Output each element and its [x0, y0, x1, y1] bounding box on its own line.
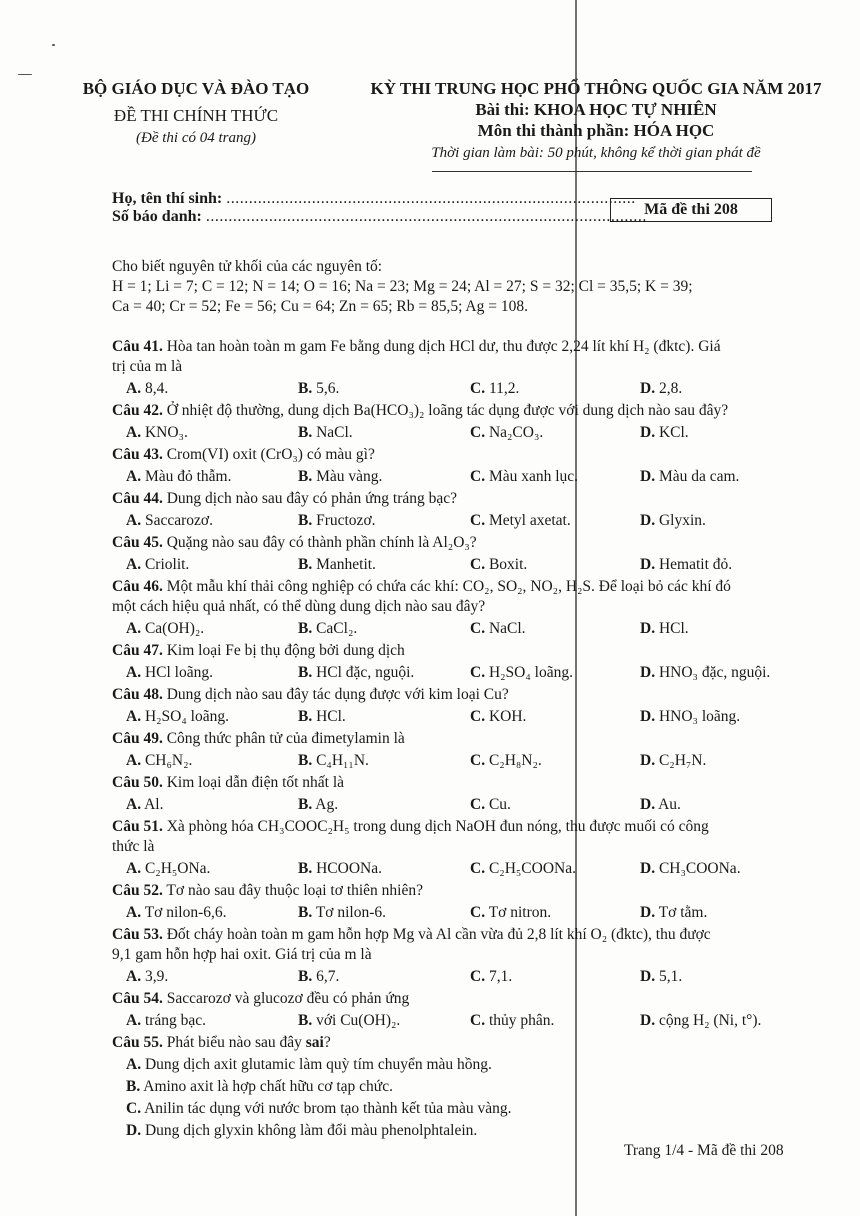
time-note: Thời gian làm bài: 50 phút, không kể thời gian phát đề [431, 145, 761, 161]
option-d: D. Dung dịch glyxin không làm đổi màu phenolphtalein. [126, 1122, 478, 1139]
question-54: Câu 54. Saccarozơ và glucozơ đều có phản ứng [112, 990, 410, 1007]
option-c: C. 11,2. [470, 380, 520, 397]
question-48: Câu 48. Dung dịch nào sau đây tác dụng được với kim loại Cu? [112, 686, 509, 703]
id-dots: .................................................................................................. [205, 208, 647, 225]
option-c: C. H₂SO₄ loãng. [470, 664, 573, 681]
option-b: B. CaCl₂. [298, 620, 358, 637]
option-b: B. HCl. [298, 708, 346, 725]
option-d: D. cộng H₂ (Ni, t°). [640, 1012, 762, 1029]
pages-note: (Đề thi có 04 trang) [136, 130, 256, 146]
option-b: B. 5,6. [298, 380, 340, 397]
name-dots: ........................................................................................... [226, 190, 636, 207]
option-c: C. NaCl. [470, 620, 526, 637]
student-name-row [112, 190, 636, 208]
option-a: A. Al. [126, 796, 164, 813]
option-d: D. Hematit đỏ. [640, 556, 733, 573]
option-a: A. 8,4. [126, 380, 169, 397]
option-b: B. Fructozơ. [298, 512, 376, 529]
time-underline [432, 171, 752, 172]
option-d: D. KCl. [640, 424, 689, 441]
option-a: A. CH₆N₂. [126, 752, 193, 769]
subject-group: Bài thi: KHOA HỌC TỰ NHIÊN [475, 100, 717, 119]
question-41-cont: trị của m là [112, 358, 183, 375]
option-b: B. HCl đặc, nguội. [298, 664, 415, 681]
option-a: A. H₂SO₄ loãng. [126, 708, 229, 725]
option-b: B. với Cu(OH)₂. [298, 1012, 401, 1029]
question-43: Câu 43. Crom(VI) oxit (CrO₃) có màu gì? [112, 446, 375, 463]
option-b: B. 6,7. [298, 968, 340, 985]
option-a: A. 3,9. [126, 968, 169, 985]
ministry-name: BỘ GIÁO DỤC VÀ ĐÀO TẠO [82, 79, 310, 98]
option-d: D. Au. [640, 796, 681, 813]
question-50: Câu 50. Kim loại dẫn điện tốt nhất là [112, 774, 345, 791]
option-a: A. Dung dịch axit glutamic làm quỳ tím chuyển màu hồng. [126, 1056, 492, 1073]
option-a: A. KNO₃. [126, 424, 188, 441]
scan-line [575, 0, 577, 1216]
option-d: D. CH₃COONa. [640, 860, 741, 877]
question-55: Câu 55. Phát biểu nào sau đây sai? [112, 1034, 331, 1051]
question-53-cont: 9,1 gam hỗn hợp hai oxit. Giá trị của m là [112, 946, 372, 963]
option-c: C. Tơ nitron. [470, 904, 552, 921]
option-c: C. Màu xanh lục. [470, 468, 579, 485]
question-number: Câu 41. [112, 338, 163, 355]
option-c: C. Boxit. [470, 556, 528, 573]
scan-speck [52, 44, 55, 46]
option-d: D. HCl. [640, 620, 689, 637]
option-d: D. Tơ tằm. [640, 904, 708, 921]
question-46: Câu 46. Một mẫu khí thải công nghiệp có chứa các khí: CO₂, SO₂, NO₂, H₂S. Để loại bỏ các khí đó [112, 578, 731, 595]
option-c: C. C₂H₈N₂. [470, 752, 542, 769]
option-a: A. Ca(OH)₂. [126, 620, 205, 637]
option-b: B. C₄H₁₁N. [298, 752, 369, 769]
option-c: C. Na₂CO₃. [470, 424, 544, 441]
question-53: Câu 53. Đốt cháy hoàn toàn m gam hỗn hợp Mg và Al cần vừa đủ 2,8 lít khí O₂ (đktc), thu được [112, 926, 711, 943]
option-d: D. HNO₃ loãng. [640, 708, 741, 725]
official-label: ĐỀ THI CHÍNH THỨC [113, 106, 279, 125]
exam-code-box: Mã đề thi 208 [610, 198, 772, 222]
option-d: D. 2,8. [640, 380, 683, 397]
option-c: C. Metyl axetat. [470, 512, 571, 529]
option-a: A. tráng bạc. [126, 1012, 207, 1029]
exam-title: KỲ THI TRUNG HỌC PHỔ THÔNG QUỐC GIA NĂM 2017 [370, 79, 822, 98]
option-a: A. Saccarozơ. [126, 512, 213, 529]
page-footer: Trang 1/4 - Mã đề thi 208 [624, 1142, 784, 1159]
atomic-line-1: H = 1; Li = 7; C = 12; N = 14; O = 16; Na = 23; Mg = 24; Al = 27; S = 32; Cl = 35,5; K = 39; [112, 278, 693, 295]
option-b: B. Ag. [298, 796, 339, 813]
option-a: A. Criolit. [126, 556, 190, 573]
option-c: C. 7,1. [470, 968, 513, 985]
option-c: C. Cu. [470, 796, 511, 813]
question-44: Câu 44. Dung dịch nào sau đây có phản ứng tráng bạc? [112, 490, 458, 507]
option-a: A. C₂H₅ONa. [126, 860, 211, 877]
question-51: Câu 51. Xà phòng hóa CH₃COOC₂H₅ trong dung dịch NaOH đun nóng, thu được muối có công [112, 818, 709, 835]
scan-speck [18, 74, 32, 75]
option-c: C. KOH. [470, 708, 527, 725]
question-text: Hòa tan hoàn toàn m gam Fe bằng dung dịch HCl dư, thu được 2,24 lít khí H₂ (đktc). Giá [162, 338, 721, 355]
option-b: B. Manhetit. [298, 556, 376, 573]
option-d: D. 5,1. [640, 968, 683, 985]
option-b: B. HCOONa. [298, 860, 382, 877]
option-b: B. NaCl. [298, 424, 353, 441]
header-right [360, 78, 832, 164]
option-b: B. Màu vàng. [298, 468, 383, 485]
option-a: A. Tơ nilon-6,6. [126, 904, 227, 921]
header-left [80, 78, 312, 148]
question-52: Câu 52. Tơ nào sau đây thuộc loại tơ thiên nhiên? [112, 882, 423, 899]
question-46-cont: một cách hiệu quả nhất, có thể dùng dung dịch nào sau đây? [112, 598, 486, 615]
question-42: Câu 42. Ở nhiệt độ thường, dung dịch Ba(HCO₃)₂ loãng tác dụng được với dung dịch nào sau đây? [112, 402, 729, 419]
option-c: C. Anilin tác dụng với nước brom tạo thành kết tủa màu vàng. [126, 1100, 512, 1117]
option-b: B. Amino axit là hợp chất hữu cơ tạp chức. [126, 1078, 393, 1095]
question-45: Câu 45. Quặng nào sau đây có thành phần chính là Al₂O₃? [112, 534, 477, 551]
option-d: D. Glyxin. [640, 512, 706, 529]
question-49: Câu 49. Công thức phân tử của đimetylamin là [112, 730, 405, 747]
option-d: D. Màu da cam. [640, 468, 740, 485]
name-label: Họ, tên thí sinh: [112, 190, 223, 207]
option-d: D. HNO₃ đặc, nguội. [640, 664, 771, 681]
atomic-intro: Cho biết nguyên tử khối của các nguyên tố: [112, 258, 383, 275]
option-c: C. thủy phân. [470, 1012, 555, 1029]
option-d: D. C₂H₇N. [640, 752, 707, 769]
subject-name: Môn thi thành phần: HÓA HỌC [477, 121, 715, 140]
question-47: Câu 47. Kim loại Fe bị thụ động bởi dung dịch [112, 642, 405, 659]
atomic-line-2: Ca = 40; Cr = 52; Fe = 56; Cu = 64; Zn = 65; Rb = 85,5; Ag = 108. [112, 298, 528, 315]
option-c: C. C₂H₅COONa. [470, 860, 576, 877]
student-id-row [112, 208, 647, 226]
id-label: Số báo danh: [112, 208, 202, 225]
option-a: A. HCl loãng. [126, 664, 213, 681]
option-a: A. Màu đỏ thẫm. [126, 468, 232, 485]
question-41 [112, 338, 721, 356]
question-51-cont: thức là [112, 838, 155, 855]
option-b: B. Tơ nilon-6. [298, 904, 387, 921]
